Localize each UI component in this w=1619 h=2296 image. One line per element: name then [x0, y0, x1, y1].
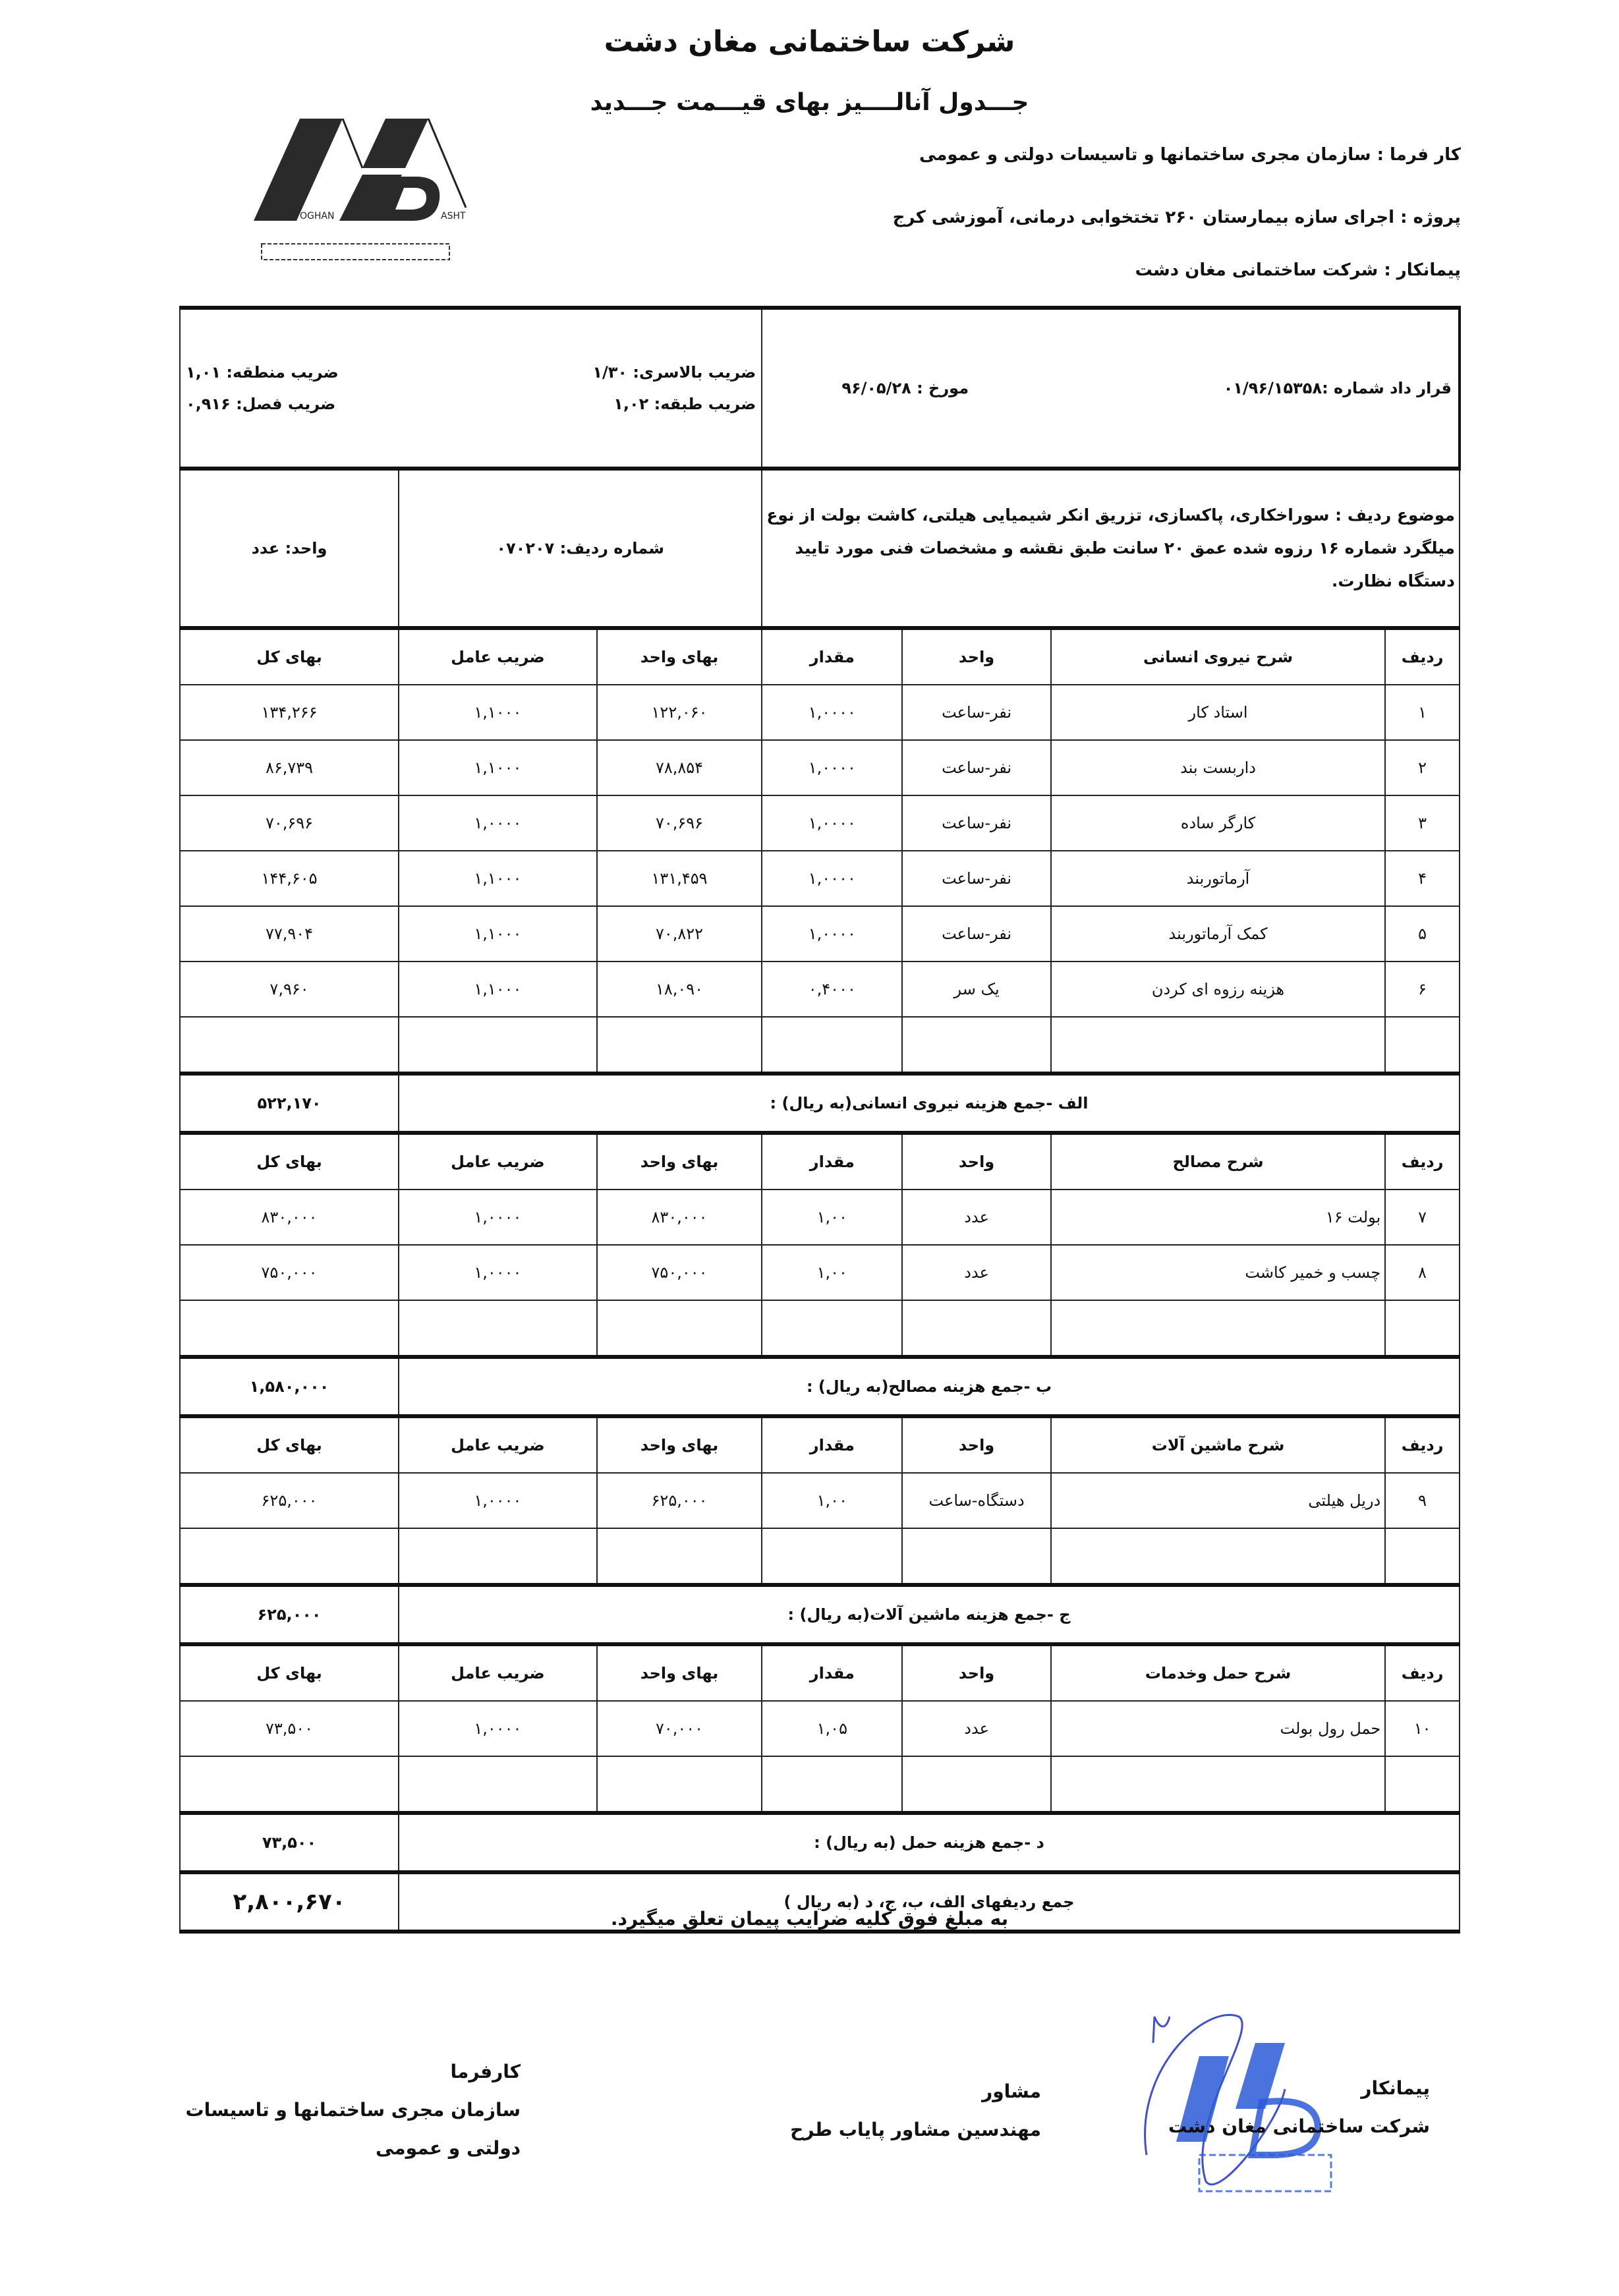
logo-persian-wordmark — [262, 244, 449, 260]
quantity-cell: ۱,۰۰۰۰ — [762, 906, 902, 961]
total-cell: ۷۵۰,۰۰۰ — [180, 1245, 399, 1300]
factor-cell: ۱,۱۰۰۰ — [399, 685, 597, 740]
description-cell: حمل رول بولت — [1051, 1701, 1385, 1756]
factor-cell: ۱,۱۰۰۰ — [399, 851, 597, 906]
materials-empty-row — [180, 1300, 1460, 1357]
unit-price-cell: ۷۰,۶۹۶ — [597, 795, 762, 851]
col-factor: ضریب عامل — [399, 628, 597, 685]
floor-factor: ضریب طبقه: ۱,۰۲ — [613, 395, 756, 413]
labor-total-label: الف -جمع هزینه نیروی انسانی(به ریال) : — [399, 1074, 1460, 1133]
row-number: شماره ردیف: ۰۷۰۲۰۷ — [399, 469, 762, 628]
table-row — [180, 1245, 1460, 1300]
transport-header-row — [180, 1644, 1460, 1701]
employer-name-2: دولتی و عمومی — [375, 2137, 521, 2159]
price-analysis-table — [179, 306, 1461, 1934]
factor-cell: ۱,۱۰۰۰ — [399, 740, 597, 795]
subject-row — [180, 469, 1460, 628]
project-line: پروژه : اجرای سازه بیمارستان ۲۶۰ تختخوابی درمانی، آموزشی کرج — [892, 208, 1461, 227]
description-cell: چسب و خمیر کاشت — [1051, 1245, 1385, 1300]
row-number-cell: ۸ — [1385, 1245, 1460, 1300]
row-number-cell: ۶ — [1385, 961, 1460, 1017]
col-row: ردیف — [1385, 628, 1460, 685]
signature-mark — [1153, 2017, 1170, 2043]
quantity-cell: ۱,۰۰ — [762, 1473, 902, 1528]
consultant-signature-block — [725, 2073, 1041, 2149]
col-unit: واحد — [902, 1416, 1051, 1473]
unit-cell: یک سر — [902, 961, 1051, 1017]
logo-text-asht: ASHT — [441, 211, 466, 221]
grand-total-value: ۲,۸۰۰,۶۷۰ — [180, 1872, 399, 1932]
col-total: بهای کل — [180, 628, 399, 685]
col-quantity: مقدار — [762, 1644, 902, 1701]
total-cell: ۱۴۴,۶۰۵ — [180, 851, 399, 906]
machinery-empty-row — [180, 1528, 1460, 1585]
total-cell: ۷,۹۶۰ — [180, 961, 399, 1017]
total-cell: ۷۰,۶۹۶ — [180, 795, 399, 851]
row-number-cell: ۷ — [1385, 1190, 1460, 1245]
total-cell: ۶۲۵,۰۰۰ — [180, 1473, 399, 1528]
contract-date: مورخ : ۹۶/۰۵/۲۸ — [841, 379, 969, 397]
machinery-total-label: ج -جمع هزینه ماشین آلات(به ریال) : — [399, 1585, 1460, 1644]
employer-name-1: سازمان مجری ساختمانها و تاسیسات — [185, 2099, 521, 2121]
machinery-header-row — [180, 1416, 1460, 1473]
col-quantity: مقدار — [762, 1133, 902, 1190]
transport-total-value: ۷۳,۵۰۰ — [180, 1813, 399, 1872]
stamp-registration-text — [1199, 2155, 1331, 2191]
transport-total-label: د -جمع هزینه حمل (به ریال) : — [399, 1813, 1460, 1872]
total-cell: ۷۳,۵۰۰ — [180, 1701, 399, 1756]
unit-cell: عدد — [902, 1190, 1051, 1245]
unit-cell: عدد — [902, 1245, 1051, 1300]
total-cell: ۷۷,۹۰۴ — [180, 906, 399, 961]
logo-diagonal — [343, 119, 362, 168]
company-logo — [254, 112, 471, 270]
unit-price-cell: ۶۲۵,۰۰۰ — [597, 1473, 762, 1528]
transport-rows — [180, 1701, 1460, 1756]
row-number-cell: ۲ — [1385, 740, 1460, 795]
materials-header-row — [180, 1133, 1460, 1190]
row-number-cell: ۱۰ — [1385, 1701, 1460, 1756]
table-row — [180, 740, 1460, 795]
row-number-cell: ۴ — [1385, 851, 1460, 906]
unit-cell: نفر-ساعت — [902, 685, 1051, 740]
grand-total-label: جمع ردیفهای الف، ب، ج، د (به ریال ) — [399, 1872, 1460, 1932]
logo-left-stroke — [254, 119, 343, 221]
quantity-cell: ۱,۰۰ — [762, 1190, 902, 1245]
col-labor-desc: شرح نیروی انسانی — [1051, 628, 1385, 685]
quantity-cell: ۱,۰۰۰۰ — [762, 795, 902, 851]
contract-number: قرار داد شماره :۰۱/۹۶/۱۵۳۵۸ — [1223, 379, 1452, 397]
col-total: بهای کل — [180, 1416, 399, 1473]
labor-total-value: ۵۲۲,۱۷۰ — [180, 1074, 399, 1133]
description-cell: داربست بند — [1051, 740, 1385, 795]
season-factor: ضریب فصل: ۰,۹۱۶ — [186, 395, 336, 413]
labor-header-row — [180, 628, 1460, 685]
col-row: ردیف — [1385, 1133, 1460, 1190]
col-transport-desc: شرح حمل وخدمات — [1051, 1644, 1385, 1701]
table-row — [180, 851, 1460, 906]
contractor-name: شرکت ساختمانی مغان دشت — [1168, 2115, 1430, 2137]
region-factor: ضریب منطقه: ۱,۰۱ — [186, 363, 339, 382]
labor-rows — [180, 685, 1460, 1017]
description-cell: کمک آرماتوربند — [1051, 906, 1385, 961]
col-unit: واحد — [902, 1133, 1051, 1190]
col-row: ردیف — [1385, 1416, 1460, 1473]
employer-signature-block — [178, 2053, 521, 2167]
labor-total-row — [180, 1074, 1460, 1133]
transport-empty-row — [180, 1756, 1460, 1813]
col-materials-desc: شرح مصالح — [1051, 1133, 1385, 1190]
factor-cell: ۱,۰۰۰۰ — [399, 1190, 597, 1245]
quantity-cell: ۱,۰۰۰۰ — [762, 740, 902, 795]
factor-cell: ۱,۰۰۰۰ — [399, 1473, 597, 1528]
col-unit-price: بهای واحد — [597, 628, 762, 685]
table-row — [180, 795, 1460, 851]
logo-text-oghan: OGHAN — [300, 211, 335, 221]
col-unit: واحد — [902, 1644, 1051, 1701]
subject-unit: واحد: عدد — [180, 469, 399, 628]
employer-line: کار فرما : سازمان مجری ساختمانها و تاسیسات دولتی و عمومی — [919, 145, 1461, 165]
contractor-signature-block — [1120, 2069, 1430, 2146]
quantity-cell: ۱,۰۰ — [762, 1245, 902, 1300]
company-title: شرکت ساختمانی مغان دشت — [604, 25, 1015, 59]
col-factor: ضریب عامل — [399, 1644, 597, 1701]
unit-cell: نفر-ساعت — [902, 795, 1051, 851]
description-cell: دریل هیلتی — [1051, 1473, 1385, 1528]
consultant-title: مشاور — [982, 2081, 1041, 2102]
unit-price-cell: ۷۰,۰۰۰ — [597, 1701, 762, 1756]
machinery-total-row — [180, 1585, 1460, 1644]
materials-total-value: ۱,۵۸۰,۰۰۰ — [180, 1357, 399, 1416]
quantity-cell: ۱,۰۵ — [762, 1701, 902, 1756]
contract-header-row — [180, 308, 1460, 469]
table-row — [180, 685, 1460, 740]
total-cell: ۸۳۰,۰۰۰ — [180, 1190, 399, 1245]
description-cell: آرماتوربند — [1051, 851, 1385, 906]
transport-total-row — [180, 1813, 1460, 1872]
document-title: جـــدول آنالــــیز بهای قیـــمت جـــدید — [590, 89, 1029, 116]
col-factor: ضریب عامل — [399, 1133, 597, 1190]
machinery-rows — [180, 1473, 1460, 1528]
unit-cell: نفر-ساعت — [902, 851, 1051, 906]
unit-price-cell: ۷۰,۸۲۲ — [597, 906, 762, 961]
description-cell: کارگر ساده — [1051, 795, 1385, 851]
unit-cell: دستگاه-ساعت — [902, 1473, 1051, 1528]
materials-rows — [180, 1190, 1460, 1300]
col-total: بهای کل — [180, 1644, 399, 1701]
consultant-name: مهندسین مشاور پایاب طرح — [790, 2119, 1041, 2140]
total-cell: ۸۶,۷۳۹ — [180, 740, 399, 795]
contractor-line: پیمانکار : شرکت ساختمانی مغان دشت — [1135, 260, 1461, 280]
row-number-cell: ۵ — [1385, 906, 1460, 961]
col-total: بهای کل — [180, 1133, 399, 1190]
description-cell: بولت ۱۶ — [1051, 1190, 1385, 1245]
table-row — [180, 906, 1460, 961]
factor-cell: ۱,۰۰۰۰ — [399, 1245, 597, 1300]
unit-price-cell: ۱۲۲,۰۶۰ — [597, 685, 762, 740]
col-unit-price: بهای واحد — [597, 1133, 762, 1190]
col-quantity: مقدار — [762, 1416, 902, 1473]
unit-price-cell: ۸۳۰,۰۰۰ — [597, 1190, 762, 1245]
unit-cell: نفر-ساعت — [902, 740, 1051, 795]
quantity-cell: ۱,۰۰۰۰ — [762, 685, 902, 740]
subject-text: موضوع ردیف : سوراخکاری، پاکسازی، تزریق انکر شیمیایی هیلتی، کاشت بولت از نوع میلگرد شماره ۱۶ رزوه شده عمق ۲۰ سانت طبق نقشه و مشخصات فنی مورد تایید دستگاه نظارت. — [762, 469, 1460, 628]
unit-cell: نفر-ساعت — [902, 906, 1051, 961]
employer-title: کارفرما — [450, 2061, 521, 2082]
col-unit-price: بهای واحد — [597, 1644, 762, 1701]
machinery-total-value: ۶۲۵,۰۰۰ — [180, 1585, 399, 1644]
factor-cell: ۱,۱۰۰۰ — [399, 906, 597, 961]
unit-price-cell: ۱۸,۰۹۰ — [597, 961, 762, 1017]
row-number-cell: ۳ — [1385, 795, 1460, 851]
materials-total-label: ب -جمع هزینه مصالح(به ریال) : — [399, 1357, 1460, 1416]
contractor-title: پیمانکار — [1361, 2077, 1430, 2099]
unit-price-cell: ۷۸,۸۵۴ — [597, 740, 762, 795]
quantity-cell: ۱,۰۰۰۰ — [762, 851, 902, 906]
table-row — [180, 1473, 1460, 1528]
unit-price-cell: ۱۳۱,۴۵۹ — [597, 851, 762, 906]
logo-mid-stroke — [362, 119, 428, 168]
description-cell: استاد کار — [1051, 685, 1385, 740]
row-number-cell: ۹ — [1385, 1473, 1460, 1528]
col-quantity: مقدار — [762, 628, 902, 685]
factor-cell: ۱,۱۰۰۰ — [399, 961, 597, 1017]
tax-note: به مبلغ فوق کلیه ضرایب پیمان تعلق میگیرد. — [610, 1908, 1009, 1930]
unit-price-cell: ۷۵۰,۰۰۰ — [597, 1245, 762, 1300]
materials-total-row — [180, 1357, 1460, 1416]
col-machinery-desc: شرح ماشین آلات — [1051, 1416, 1385, 1473]
col-unit-price: بهای واحد — [597, 1416, 762, 1473]
row-number-cell: ۱ — [1385, 685, 1460, 740]
labor-empty-row — [180, 1017, 1460, 1074]
quantity-cell: ۰,۴۰۰۰ — [762, 961, 902, 1017]
factor-cell: ۱,۰۰۰۰ — [399, 1701, 597, 1756]
unit-cell: عدد — [902, 1701, 1051, 1756]
table-row — [180, 1190, 1460, 1245]
col-row: ردیف — [1385, 1644, 1460, 1701]
table-row — [180, 1701, 1460, 1756]
height-factor: ضریب بالاسری: ۱/۳۰ — [592, 363, 756, 382]
col-factor: ضریب عامل — [399, 1416, 597, 1473]
table-row — [180, 961, 1460, 1017]
col-unit: واحد — [902, 628, 1051, 685]
factor-cell: ۱,۰۰۰۰ — [399, 795, 597, 851]
total-cell: ۱۳۴,۲۶۶ — [180, 685, 399, 740]
description-cell: هزینه رزوه ای کردن — [1051, 961, 1385, 1017]
